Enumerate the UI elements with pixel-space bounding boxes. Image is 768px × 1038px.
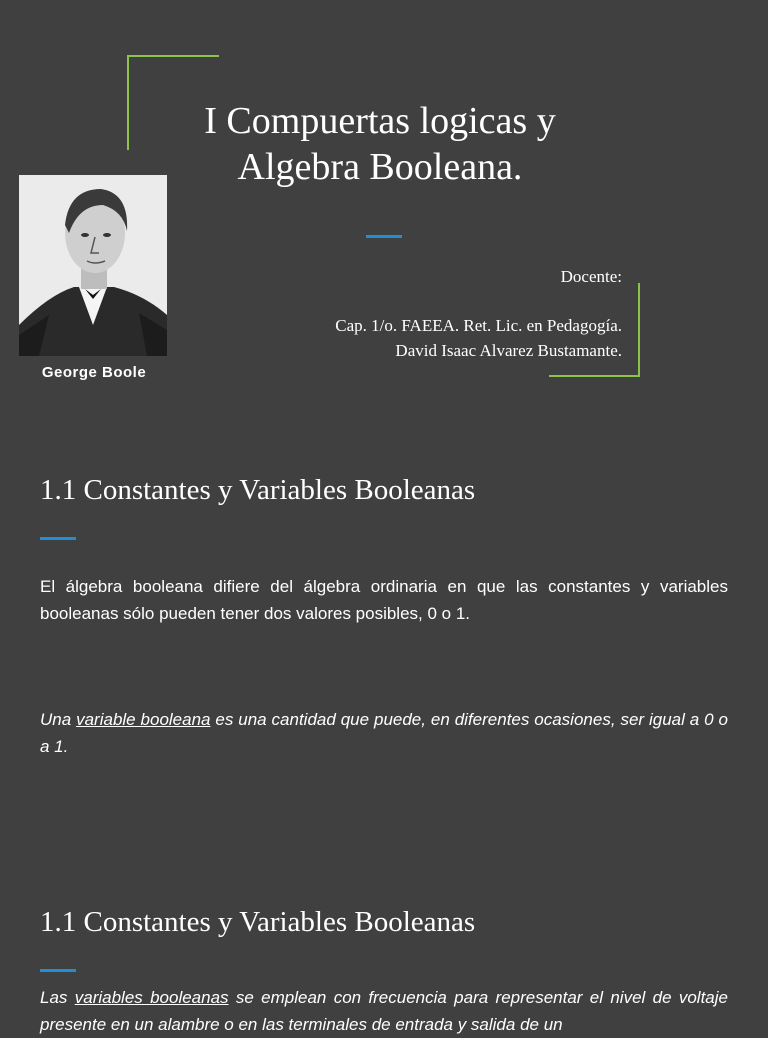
boolean-variables-usage xyxy=(40,984,728,1038)
portrait-illustration-icon xyxy=(19,175,167,356)
section-heading-1: 1.1 Constantes y Variables Booleanas xyxy=(40,474,476,506)
george-boole-portrait xyxy=(19,175,167,356)
slide-title xyxy=(140,98,620,190)
title-frame-top-bar xyxy=(127,55,219,57)
section-2-accent-dash xyxy=(40,969,76,972)
section-heading-2: 1.1 Constantes y Variables Booleanas xyxy=(40,906,476,938)
teacher-label: Docente: xyxy=(560,267,622,286)
portrait-caption: George Boole xyxy=(41,364,147,381)
definition-term: variable booleana xyxy=(76,710,211,729)
definition-prefix: Una xyxy=(40,710,77,729)
boolean-variable-definition xyxy=(40,706,728,760)
definition-suffix: es una cantidad que puede, en diferentes ocasiones, ser igual a 0 o a 1. xyxy=(40,710,728,756)
section-1-accent-dash xyxy=(40,537,76,540)
slide-title-line2: Algebra Booleana. xyxy=(237,146,523,188)
usage-term: variables booleanas xyxy=(74,988,229,1007)
teacher-line1: Cap. 1/o. FAEEA. Ret. Lic. en Pedagogía. xyxy=(335,316,622,335)
teacher-frame-right-bar xyxy=(638,283,640,377)
title-accent-dash xyxy=(366,235,402,238)
usage-suffix: se emplean con frecuencia para representar el nivel de voltaje presente en un alambre o en las terminales de entrada y salida de un xyxy=(40,988,728,1034)
usage-prefix: Las xyxy=(40,988,75,1007)
teacher-frame-bottom-bar xyxy=(549,375,640,377)
slide-title-line1: I Compuertas logicas y xyxy=(204,100,556,142)
teacher-credentials xyxy=(335,313,622,363)
teacher-line2: David Isaac Alvarez Bustamante. xyxy=(395,341,622,360)
boolean-algebra-paragraph: El álgebra booleana difiere del álgebra ordinaria en que las constantes y variables booleanas sólo pueden tener dos valores posibles, 0 o 1. xyxy=(40,577,728,623)
title-frame-left-bar xyxy=(127,56,129,150)
